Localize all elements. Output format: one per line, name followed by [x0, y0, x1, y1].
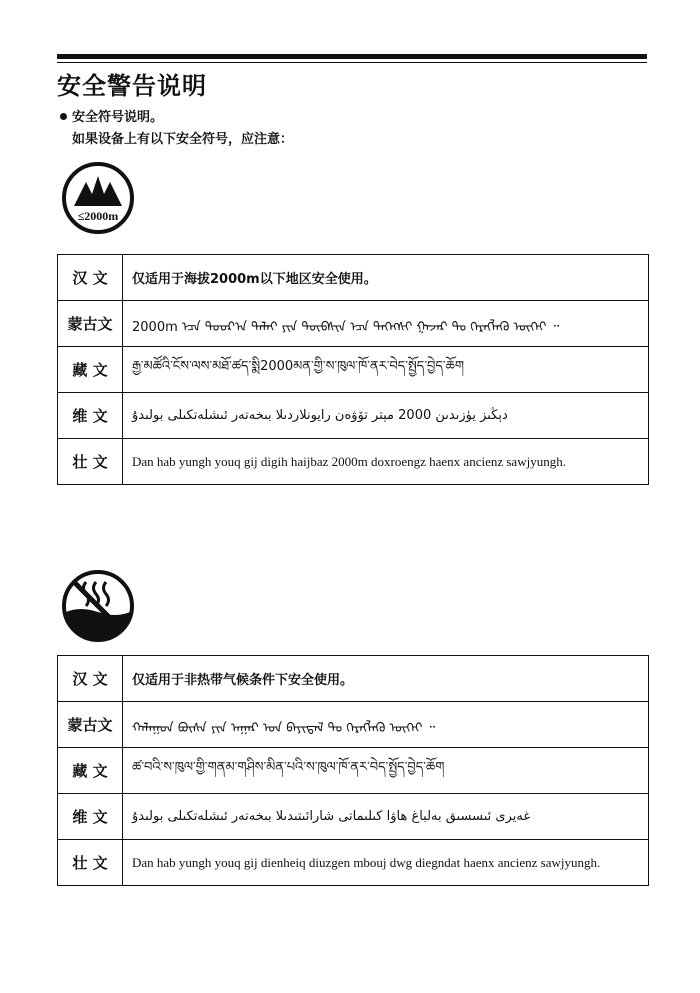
row-text: Dan hab yungh youq gij dienheiq diuzgen mbouj dwg diegndat haenx ancienz sawjyungh.	[123, 840, 649, 886]
lang-label: 藏 文	[58, 347, 123, 393]
lang-label: 壮 文	[58, 840, 123, 886]
table-row	[58, 656, 649, 702]
altitude-mountain-icon	[60, 160, 136, 236]
lang-label: 藏 文	[58, 748, 123, 794]
row-text: 2000m ᠡᠴᠡ ᠳᠣᠤᠷ᠎ᠠ ᠳᠠᠯᠠᠢ ᠶᠢᠨ ᠲᠦᠪᠰᠢᠨ ᠡᠴᠡ ᠳᠡᠭᠡᠭᠰᠢ ᠭᠠᠵᠠᠷ ᠲᠤ ᠬᠡᠷᠡᠭᠯᠡᠬᠦ ᠦᠭᠡᠢ ᠃	[123, 301, 649, 347]
header-rule-thin	[57, 62, 647, 63]
table-row	[58, 439, 649, 485]
bullet-text: 安全符号说明。	[72, 110, 164, 125]
table-row	[58, 301, 649, 347]
bullet-line	[60, 106, 163, 125]
lang-label: 汉 文	[58, 656, 123, 702]
note-text: 如果设备上有以下安全符号，应注意：	[72, 132, 294, 147]
lang-label: 蒙古文	[58, 301, 123, 347]
no-tropical-climate-icon	[60, 568, 136, 644]
lang-label: 维 文	[58, 393, 123, 439]
table-row	[58, 393, 649, 439]
altitude-label: ≤2000m	[77, 209, 119, 223]
lang-label: 维 文	[58, 794, 123, 840]
bullet-dot-icon	[60, 113, 67, 120]
lang-label: 壮 文	[58, 439, 123, 485]
row-text: دېڭىز يۈزىدىن 2000 مېتر تۆۋەن رايونلاردىلا بىخەتەر ئىشلەتكىلى بولىدۇ	[123, 393, 649, 439]
row-text: ཚ་བའི་ས་ཁུལ་གྱི་གནམ་གཤིས་མིན་པའི་ས་ཁུལ་ཁོ་ནར་བེད་སྤྱོད་བྱེད་ཆོག	[123, 748, 649, 794]
altitude-language-table	[57, 254, 649, 485]
page-title: 安全警告说明	[57, 72, 207, 100]
row-text: ᠬᠠᠯᠠᠭᠤᠨ ᠪᠦᠰᠡ ᠶᠢᠨ ᠠᠭᠠᠷ ᠤᠨ ᠪᠠᠶᠢᠳᠠᠯ ᠲᠤ ᠬᠡᠷᠡᠭᠯᠡᠬᠦ ᠦᠭᠡᠢ ᠃	[123, 702, 649, 748]
lang-label: 汉 文	[58, 255, 123, 301]
row-text: རྒྱ་མཚོའི་ངོས་ལས་མཐོ་ཚད་སྨི2000མན་གྱི་ས་ཁུལ་ཁོ་ནར་བེད་སྤྱོད་བྱེད་ཆོག	[123, 347, 649, 393]
row-text: غەيرى ئىسسىق بەلباغ ھاۋا كىلىماتى شارائىتىدىلا بىخەتەر ئىشلەتكىلى بولىدۇ	[123, 794, 649, 840]
table-row	[58, 748, 649, 794]
lang-label: 蒙古文	[58, 702, 123, 748]
header-rule-thick	[57, 54, 647, 59]
row-text: 仅适用于非热带气候条件下安全使用。	[123, 656, 649, 702]
row-text: Dan hab yungh youq gij digih haijbaz 2000m doxroengz haenx ancienz sawjyungh.	[123, 439, 649, 485]
table-row	[58, 702, 649, 748]
tropical-language-table	[57, 655, 649, 886]
table-row	[58, 255, 649, 301]
row-text: 仅适用于海拔2000m以下地区安全使用。	[123, 255, 649, 301]
table-row	[58, 840, 649, 886]
table-row	[58, 347, 649, 393]
table-row	[58, 794, 649, 840]
